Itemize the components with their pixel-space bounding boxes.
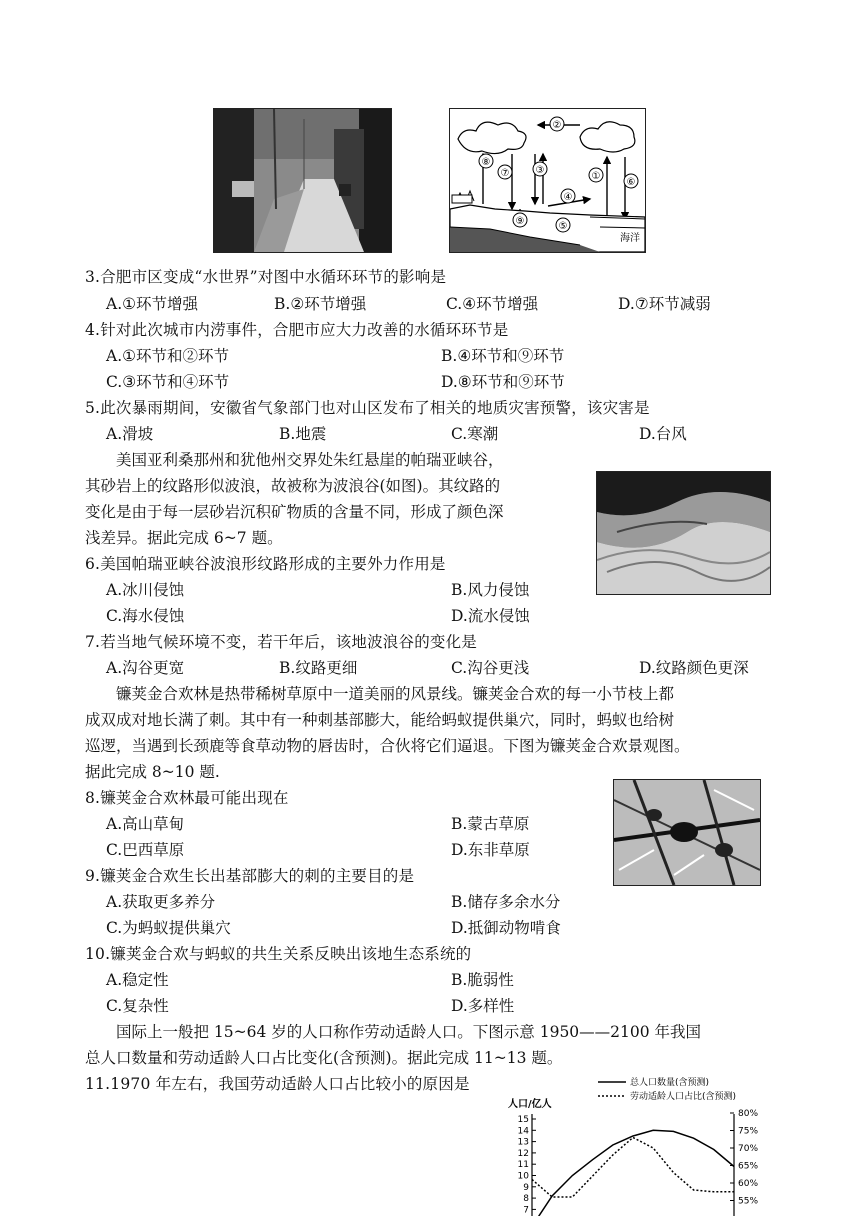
cycle-label-8: ⑧ <box>481 157 491 168</box>
q8-option-c: C.巴西草原 <box>106 841 185 859</box>
y-left-tick-label: 15 <box>517 1115 529 1125</box>
q10-option-d: D.多样性 <box>451 997 515 1015</box>
y-left-tick-label: 14 <box>517 1126 529 1137</box>
y-left-tick-label: 13 <box>517 1137 529 1148</box>
y-left-tick-label: 10 <box>517 1171 529 1182</box>
y-right-tick-label: 60% <box>738 1179 759 1189</box>
ocean-label: 海洋 <box>620 233 640 244</box>
q3-option-d: D.⑦环节减弱 <box>618 295 711 313</box>
canyon-passage-line-1: 美国亚利桑那州和犹他州交界处朱红悬崖的帕瑞亚峡谷， <box>116 451 504 469</box>
q6-option-d: D.流水侵蚀 <box>451 607 530 625</box>
y-right-tick-label: 65% <box>738 1161 759 1172</box>
q3-option-b: B.②环节增强 <box>274 295 367 313</box>
y-left-tick-label: 9 <box>523 1182 529 1193</box>
y-left-tick-label: 12 <box>517 1148 529 1159</box>
q7-option-a: A.沟谷更宽 <box>106 659 185 677</box>
legend-labor: 劳动适龄人口占比(含预测) <box>630 1092 737 1102</box>
y-right-tick-label: 75% <box>738 1126 759 1137</box>
q8-option-b: B.蒙古草原 <box>451 815 530 833</box>
y-left-tick-label: 7 <box>523 1205 529 1216</box>
q10-option-c: C.复杂性 <box>106 997 169 1015</box>
y-right-tick-label: 80% <box>738 1109 759 1119</box>
cycle-label-1: ① <box>591 171 601 182</box>
series-labor-ratio <box>532 1138 734 1198</box>
population-passage-line-1: 国际上一般把 15~64 岁的人口称作劳动适龄人口。下图示意 1950——2100 年我国 <box>116 1023 702 1041</box>
q9-option-d: D.抵御动物啃食 <box>451 919 561 937</box>
q8-option-d: D.东非草原 <box>451 841 530 859</box>
question-9: 9.镰荚金合欢生长出基部膨大的刺的主要目的是 <box>85 867 415 885</box>
q10-option-b: B.脆弱性 <box>451 971 514 989</box>
q4-option-b: B.④环节和⑨环节 <box>441 347 565 365</box>
q7-option-c: C.沟谷更浅 <box>451 659 530 677</box>
q9-option-c: C.为蚂蚁提供巢穴 <box>106 919 231 937</box>
cycle-label-2: ② <box>552 120 562 131</box>
acacia-passage-line-1: 镰荚金合欢林是热带稀树草原中一道美丽的风景线。镰荚金合欢的每一小节枝上都 <box>116 685 675 703</box>
population-passage-line-2: 总人口数量和劳动适龄人口占比变化(含预测)。据此完成 11~13 题。 <box>85 1049 563 1067</box>
q7-option-d: D.纹路颜色更深 <box>639 659 749 677</box>
canyon-passage-line-2: 其砂岩上的纹路形似波浪，故被称为波浪谷(如图)。其纹路的 <box>85 477 501 495</box>
q4-option-a: A.①环节和②环节 <box>106 347 230 365</box>
question-3: 3.合肥市区变成“水世界”对图中水循环环节的影响是 <box>85 268 447 286</box>
cycle-label-9: ⑨ <box>515 216 525 227</box>
y-right-tick-label: 70% <box>738 1144 759 1154</box>
series-total-population <box>532 1130 734 1216</box>
q7-option-b: B.纹路更细 <box>279 659 358 677</box>
question-7: 7.若当地气候环境不变，若干年后，该地波浪谷的变化是 <box>85 633 478 651</box>
question-4: 4.针对此次城市内涝事件，合肥市应大力改善的水循环环节是 <box>85 321 509 339</box>
q4-option-d: D.⑧环节和⑨环节 <box>441 373 565 391</box>
question-8: 8.镰荚金合欢林最可能出现在 <box>85 789 289 807</box>
acacia-passage-line-3: 巡逻，当遇到长颈鹿等食草动物的唇齿时，合伙将它们逼退。下图为镰荚金合欢景观图。 <box>85 737 690 755</box>
question-6: 6.美国帕瑞亚峡谷波浪形纹路形成的主要外力作用是 <box>85 555 446 573</box>
flood-photo <box>213 108 392 253</box>
q10-option-a: A.稳定性 <box>106 971 169 989</box>
q5-option-b: B.地震 <box>279 425 327 443</box>
y-right-tick-label: 55% <box>738 1196 759 1207</box>
cycle-label-4: ④ <box>563 192 573 203</box>
cycle-label-5: ⑤ <box>558 221 568 232</box>
q6-option-b: B.风力侵蚀 <box>451 581 530 599</box>
y-axis-label: 人口/亿人 <box>508 1099 552 1110</box>
question-10: 10.镰荚金合欢与蚂蚁的共生关系反映出该地生态系统的 <box>85 945 472 963</box>
q5-option-c: C.寒潮 <box>451 425 499 443</box>
legend-total: 总人口数量(含预测) <box>630 1078 710 1088</box>
acacia-passage-line-4: 据此完成 8~10 题. <box>85 763 220 781</box>
q6-option-c: C.海水侵蚀 <box>106 607 185 625</box>
q5-option-d: D.台风 <box>639 425 687 443</box>
question-11: 11.1970 年左右，我国劳动适龄人口占比较小的原因是 <box>85 1075 470 1093</box>
q8-option-a: A.高山草甸 <box>106 815 185 833</box>
cycle-label-3: ③ <box>535 165 545 176</box>
y-left-tick-label: 11 <box>517 1160 529 1171</box>
water-cycle-diagram <box>449 108 646 253</box>
q3-option-c: C.④环节增强 <box>446 295 539 313</box>
q9-option-a: A.获取更多养分 <box>106 893 216 911</box>
wave-canyon-photo <box>596 471 771 595</box>
cycle-label-7: ⑦ <box>500 168 510 179</box>
q9-option-b: B.储存多余水分 <box>451 893 561 911</box>
canyon-passage-line-4: 浅差异。据此完成 6~7 题。 <box>85 529 283 547</box>
q5-option-a: A.滑坡 <box>106 425 154 443</box>
acacia-passage-line-2: 成双成对地长满了刺。其中有一种刺基部膨大，能给蚂蚁提供巢穴，同时，蚂蚁也给树 <box>85 711 675 729</box>
canyon-passage-line-3: 变化是由于每一层砂岩沉积矿物质的含量不同，形成了颜色深 <box>85 503 504 521</box>
q4-option-c: C.③环节和④环节 <box>106 373 230 391</box>
acacia-photo <box>613 779 761 886</box>
question-5: 5.此次暴雨期间，安徽省气象部门也对山区发布了相关的地质灾害预警，该灾害是 <box>85 399 650 417</box>
y-left-tick-label: 8 <box>523 1194 529 1205</box>
q3-option-a: A.①环节增强 <box>106 295 199 313</box>
population-chart <box>502 1072 792 1216</box>
cycle-label-6: ⑥ <box>626 177 636 188</box>
q6-option-a: A.冰川侵蚀 <box>106 581 185 599</box>
